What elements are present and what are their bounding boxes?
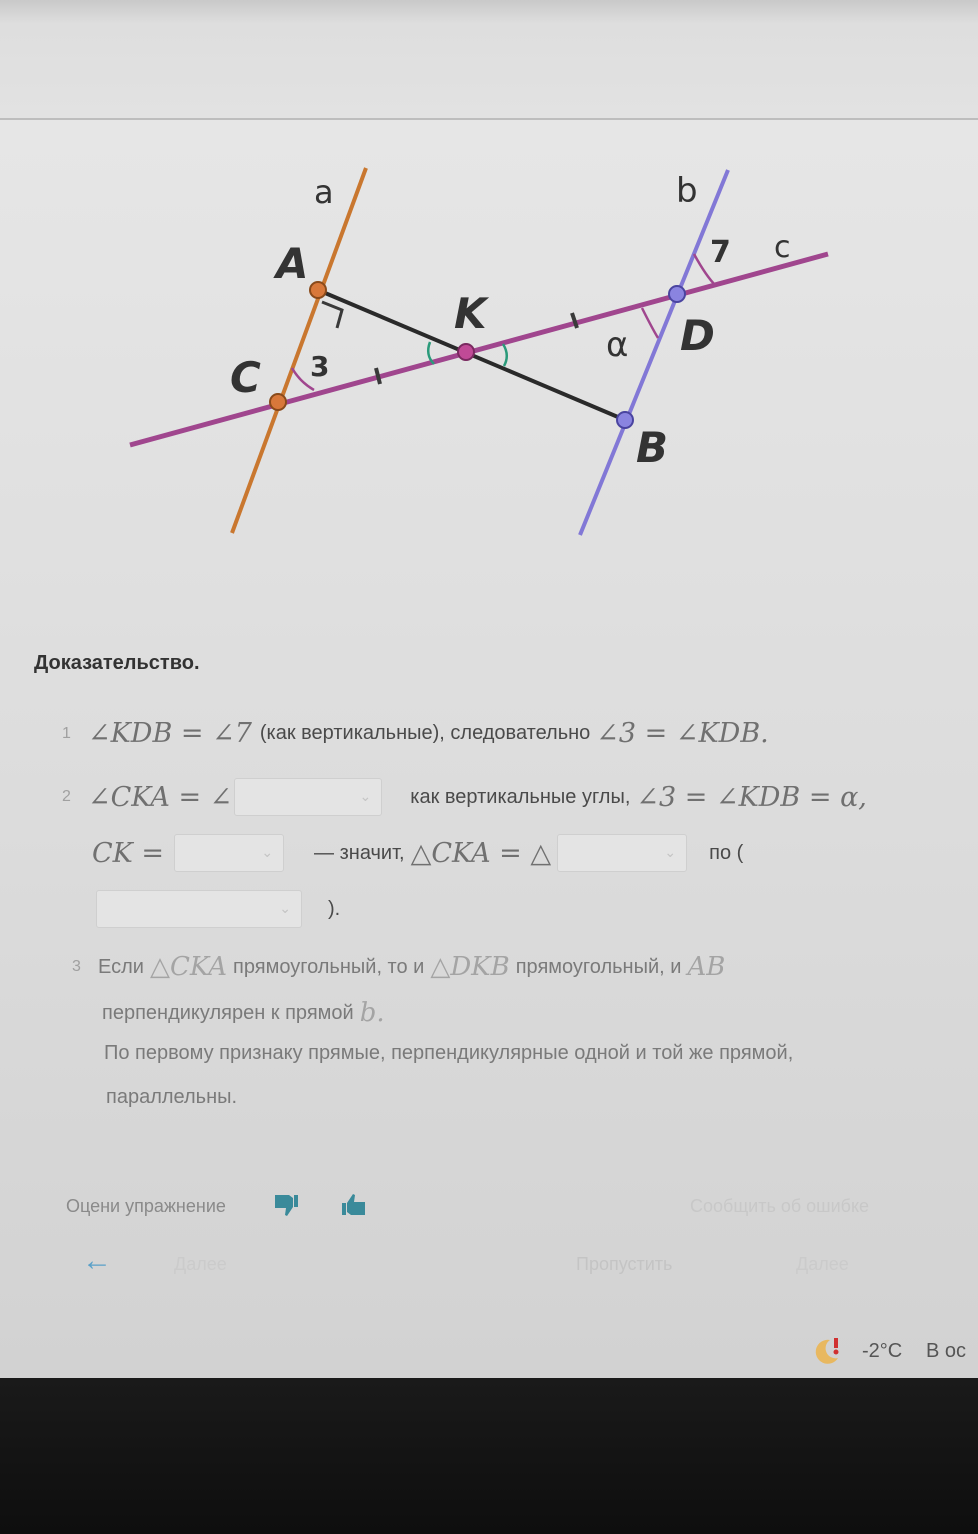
- point-b-dot: [617, 412, 633, 428]
- step2-text-vertical: как вертикальные углы,: [410, 785, 631, 808]
- step2-expr-cka: ∠CKA = ∠: [88, 781, 233, 813]
- angle-arc-k-right: [503, 344, 507, 366]
- chevron-down-icon: ⌄: [359, 788, 372, 804]
- back-arrow-icon[interactable]: ←: [82, 1244, 112, 1277]
- step2-close: ).: [328, 897, 341, 920]
- step2-expr-alpha: ∠3 = ∠KDB = α,: [636, 781, 867, 813]
- label-point-d: D: [680, 311, 715, 360]
- step3-text-parallel: параллельны.: [106, 1086, 238, 1108]
- label-line-c: c: [774, 230, 791, 265]
- proof-step-2: [62, 778, 867, 816]
- proof-step-3-line-2: [102, 998, 385, 1028]
- label-point-a: A: [276, 239, 309, 288]
- label-line-a: a: [314, 173, 334, 211]
- step3-text-right-and: прямоугольный, и: [515, 955, 682, 978]
- segment-select-dropdown[interactable]: [174, 834, 284, 872]
- step3-text-criterion: По первому признаку прямые, перпендикулярные одной и той же прямой,: [104, 1042, 794, 1064]
- taskbar: [0, 1326, 978, 1378]
- line-c: [130, 254, 828, 445]
- thumbs-up-button[interactable]: [340, 1192, 368, 1223]
- step3-segment-ab: AB: [687, 952, 726, 982]
- weather-icon[interactable]: [810, 1334, 844, 1368]
- point-a-dot: [310, 282, 326, 298]
- proof-step-2-line-3: [96, 890, 340, 928]
- skip-button[interactable]: Пропустить: [576, 1254, 673, 1274]
- chevron-down-icon: ⌄: [261, 844, 274, 860]
- step2-text-by: по (: [709, 841, 744, 864]
- geometry-figure: [100, 150, 860, 550]
- weather-text: В ос: [926, 1340, 967, 1362]
- report-error-link[interactable]: Сообщить об ошибке: [690, 1196, 870, 1216]
- label-angle-alpha: α: [606, 325, 629, 365]
- line-a: [232, 168, 366, 533]
- angle-select-dropdown[interactable]: [234, 778, 382, 816]
- browser-top-area: [0, 0, 978, 120]
- label-angle-7: 7: [710, 235, 731, 270]
- step1-angle-right: ∠3 = ∠KDB.: [596, 718, 769, 749]
- point-k-dot: [458, 344, 474, 360]
- thumbs-down-button[interactable]: [272, 1192, 300, 1223]
- step1-text: (как вертикальные), следовательно: [259, 722, 591, 744]
- chevron-down-icon: ⌄: [279, 900, 291, 916]
- step2-expr-triangle: △CKA = △: [410, 837, 552, 869]
- label-point-c: C: [230, 353, 261, 402]
- proof-heading: Доказательство.: [34, 652, 200, 674]
- angle-alpha-arc: [642, 308, 658, 338]
- rate-exercise-label: Оцени упражнение: [66, 1196, 226, 1216]
- step3-triangle-dkb: △DKB: [430, 952, 510, 982]
- triangle-select-dropdown[interactable]: [557, 834, 687, 872]
- step-number: 3: [72, 958, 81, 975]
- monitor-bezel: [0, 1378, 978, 1534]
- step3-text-if: Если: [98, 955, 144, 978]
- point-d-dot: [669, 286, 685, 302]
- tick-ck: [376, 368, 380, 384]
- next-button-left[interactable]: Далее: [174, 1254, 227, 1274]
- step3-triangle-cka: △CKA: [149, 952, 228, 982]
- point-c-dot: [270, 394, 286, 410]
- thumbs-up-icon: [340, 1192, 368, 1218]
- proof-step-2-line-2: [92, 834, 743, 872]
- label-point-k: K: [454, 289, 487, 338]
- right-angle-mark: [322, 302, 342, 328]
- step1-angle-left: ∠KDB = ∠7: [88, 718, 252, 749]
- label-angle-3: 3: [310, 350, 330, 383]
- step-number: 1: [62, 724, 71, 742]
- step3-line-b: b.: [359, 998, 385, 1028]
- chevron-down-icon: ⌄: [664, 844, 677, 860]
- next-button-right[interactable]: Далее: [796, 1254, 849, 1274]
- proof-step-3-line-3: [104, 1042, 793, 1065]
- step3-text-perpendicular: перпендикулярен к прямой: [102, 1001, 354, 1024]
- temperature-text: -2°C: [862, 1340, 903, 1362]
- proof-step-1: [62, 718, 769, 749]
- step2-expr-ck: CK =: [92, 837, 165, 869]
- criterion-select-dropdown[interactable]: [96, 890, 302, 928]
- step2-text-therefore: — значит,: [314, 841, 405, 864]
- step-number: 2: [62, 788, 71, 805]
- label-point-b: B: [636, 423, 669, 472]
- step3-text-right: прямоугольный, то и: [233, 955, 425, 978]
- proof-step-3: [72, 952, 725, 982]
- label-line-b: b: [676, 171, 698, 211]
- thumbs-down-icon: [272, 1192, 300, 1218]
- proof-step-3-line-4: [106, 1086, 237, 1109]
